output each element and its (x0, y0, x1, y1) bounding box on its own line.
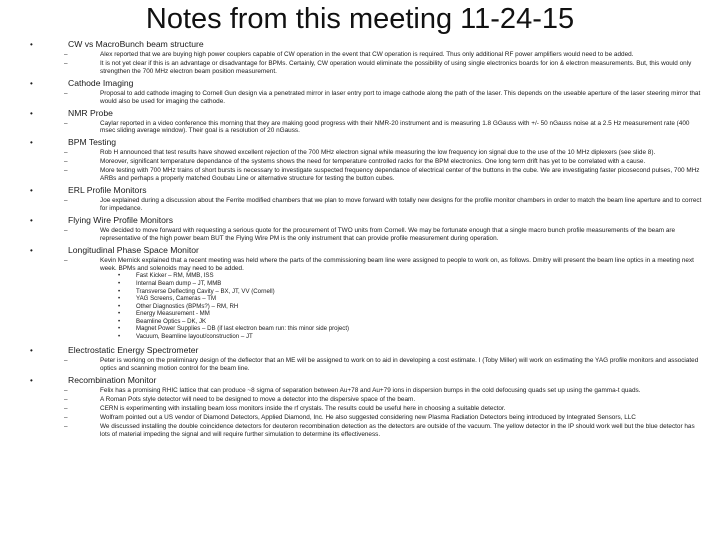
topic-heading: Flying Wire Profile Monitors (68, 214, 174, 225)
dash-marker: – (64, 396, 68, 404)
topic-heading: Electrostatic Energy Spectrometer (68, 345, 199, 356)
note-item (64, 197, 706, 213)
topic-heading: NMR Probe (68, 107, 113, 118)
note-item (64, 423, 706, 439)
note-item (64, 149, 706, 157)
note-text: Rob H announced that test results have showed excellent rejection of the 700 MHz electron signal while measuring the low frequency ion signal due to the use of the 10 MHz diplexers (see slide 8). (100, 149, 656, 157)
assignment-item (118, 295, 706, 303)
note-text: More testing with 700 MHz trains of short bursts is necessary to investigate suspected frequency dependance of electrical center of the buttons in the cube. We are investigating faster picosecond pulses, 700 MHz ARBs and perhaps a properly matched Goubau Line or alternative structure for testing the button cubes. (100, 167, 700, 183)
bullet-dot: • (118, 310, 121, 318)
note-item (64, 158, 706, 166)
note-text: Moreover, significant temperature dependance of the systems shows the need for temperature controlled racks for the BPM electronics. One long term drift has yet to be correlated with a cause. (100, 158, 646, 166)
bullet-dot: • (118, 295, 121, 303)
assignment-text: Beamline Optics – DK, JK (136, 317, 207, 325)
topic-recombination-monitor (30, 375, 706, 386)
note-item (64, 257, 706, 273)
topic-heading: ERL Profile Monitors (68, 184, 147, 195)
assignment-item (118, 288, 706, 296)
note-text: Caylar reported in a video conference this morning that they are making good progress with their NMR-20 instrument and is measuring 1.8 GGauss with +/- 50 nGauss noise at a 2.5 Hz measurement rate (400 msec sliding average window). Their goal is a resolution of 20 nGauss. (100, 119, 690, 135)
note-item (64, 51, 706, 59)
assignment-text: YAG Screens, Cameras – TM (136, 295, 217, 303)
bullet-dot: • (118, 317, 121, 325)
bullet-dot: • (30, 108, 33, 118)
dash-marker: – (64, 404, 68, 412)
note-item (64, 405, 706, 413)
assignment-text: Energy Measurement - MM (136, 310, 210, 318)
note-text: A Roman Pots style detector will need to be designed to move a detector into the dispersive space of the beam. (100, 396, 416, 404)
dash-marker: – (64, 51, 68, 58)
bullet-dot: • (118, 302, 121, 310)
topic-flying-wire (30, 215, 706, 226)
notes-list (30, 37, 706, 439)
dash-marker: – (64, 226, 68, 234)
bullet-dot: • (118, 272, 121, 280)
topic-heading: Longitudinal Phase Space Monitor (68, 244, 199, 255)
assignment-item (118, 333, 706, 341)
bullet-dot: • (30, 215, 33, 225)
bullet-dot: • (30, 376, 33, 386)
dash-marker: – (64, 422, 68, 430)
bullet-dot: • (30, 346, 33, 356)
bullet-dot: • (30, 185, 33, 195)
dash-marker: – (64, 256, 68, 264)
dash-marker: – (64, 413, 68, 421)
assignment-item (118, 272, 706, 280)
note-item (64, 120, 706, 136)
note-item (64, 414, 706, 422)
note-item (64, 90, 706, 106)
bullet-dot: • (118, 279, 121, 287)
note-text: Felix has a promising RHIC lattice that can produce ~8 sigma of separation between Au+78 and Au+79 ions in dispersion bumps in the cold defocusing quads set up using the gamma-t quads. (100, 387, 641, 395)
note-item (64, 357, 706, 373)
note-text: Alex reported that we are buying high power couplers capable of CW operation in the event that CW operation is required. Thus only additional RF power amplifiers would need to be added. (100, 51, 634, 58)
note-text: We discussed installing the double coincidence detectors for deuteron recombination detection as the detectors are outside of the vacuum. The yellow detector in the IP should work well but the blue detector has lots of material impeding the signal and will require further simulation to determine its effectiveness. (100, 422, 695, 438)
slide-title: Notes from this meeting 11-24-15 (145, 3, 575, 35)
assignment-text: Fast Kicker – RM, MMB, ISS (136, 272, 214, 280)
note-text: Joe explained during a discussion about the Ferrite modified chambers that we plan to move forward with totally new designs for the profile monitor chambers in order to match the beam line aperture and to correct for impedance. (100, 196, 702, 212)
dash-marker: – (64, 167, 68, 175)
spacer (30, 340, 706, 343)
note-item (64, 396, 706, 404)
assignment-text: Transverse Deflecting Cavity – BX, JT, VV (Cornell) (136, 287, 275, 295)
note-text: CERN is experimenting with installing beam loss monitors inside the rf crystals. The results could be useful here in choosing a suitable detector. (100, 404, 506, 412)
dash-marker: – (64, 59, 68, 67)
assignment-item (118, 310, 706, 318)
topic-heading: Recombination Monitor (68, 375, 157, 386)
assignment-item (118, 280, 706, 288)
bullet-dot: • (30, 40, 33, 49)
bullet-dot: • (30, 138, 33, 148)
bullet-dot: • (118, 287, 121, 295)
bullet-dot: • (30, 78, 33, 88)
topic-cw-vs-macrobunch (30, 39, 706, 50)
assignment-item (118, 325, 706, 333)
assignment-text: Internal Beam dump – JT, MMB (136, 279, 222, 287)
dash-marker: – (64, 357, 68, 365)
assignment-item (118, 303, 706, 311)
assignment-item (118, 318, 706, 326)
assignment-text: Other Diagnostics (BPMs?) – RM, RH (136, 302, 239, 310)
note-text: We decided to move forward with requesting a serious quote for the procurement of TWO units from Cornell. We may be fortunate enough that a single macro bunch profile measurements of the beam are representative of the high power beam BUT the Flying Wire PM is the only instrument that can provide profile measurement during operation. (100, 226, 676, 242)
topic-bpm-testing (30, 137, 706, 148)
dash-marker: – (64, 89, 68, 97)
note-item (64, 227, 706, 243)
topic-nmr-probe (30, 108, 706, 119)
topic-erl-profile-monitors (30, 185, 706, 196)
note-text: Peter is working on the preliminary design of the deflector that an ME will be assigned to work on to aid in developing a cost estimate. I (Toby Miller) will work on estimating the YAG profile monitors and associated optics and scanning motion control for the beam line. (100, 357, 699, 373)
bullet-dot: • (30, 245, 33, 255)
note-item (64, 60, 706, 76)
dash-marker: – (64, 158, 68, 166)
note-text: Wolfram pointed out a US vendor of Diamond Detectors, Applied Diamond, Inc. He also suggested considering new Plasma Radiation Detectors being introduced by Integrated Sensors, LLC (100, 413, 636, 421)
topic-cathode-imaging (30, 78, 706, 89)
dash-marker: – (64, 387, 68, 395)
dash-marker: – (64, 119, 68, 127)
topic-heading: CW vs MacroBunch beam structure (68, 39, 204, 49)
assignment-text: Vacuum, Beamline layout/construction – JT (136, 332, 253, 340)
assignment-text: Magnet Power Supplies – DB (if last electron beam run: this minor side project) (136, 325, 350, 333)
topic-longitudinal-phase-space (30, 245, 706, 256)
topic-electrostatic-spectrometer (30, 345, 706, 356)
topic-heading: Cathode Imaging (68, 77, 134, 88)
dash-marker: – (64, 149, 68, 157)
note-text: Proposal to add cathode imaging to Cornell Gun design via a penetrated mirror in laser entry port to image cathode along the path of the laser. This depends on the useable aperture of the laser steering mirror that would also be used for imaging the cathode. (100, 89, 701, 105)
topic-heading: BPM Testing (68, 137, 117, 148)
note-item (64, 387, 706, 395)
dash-marker: – (64, 196, 68, 204)
note-text: It is not yet clear if this is an advantage or disadvantage for BPMs. Certainly, CW operation would eliminate the possibility of using single electronics boards for ion & electron measurements. But, this would only strengthen the 700 MHz electron beam position measurement. (100, 59, 692, 75)
note-text: Kevin Mernick explained that a recent meeting was held where the parts of the commissioning beam line were assigned to people to work on, as follows. Dmitry will present the beam line optics in a meeting next week. BPMs and solenoids may need to be added. (100, 256, 694, 272)
note-item (64, 167, 706, 183)
bullet-dot: • (118, 332, 121, 340)
bullet-dot: • (118, 325, 121, 333)
